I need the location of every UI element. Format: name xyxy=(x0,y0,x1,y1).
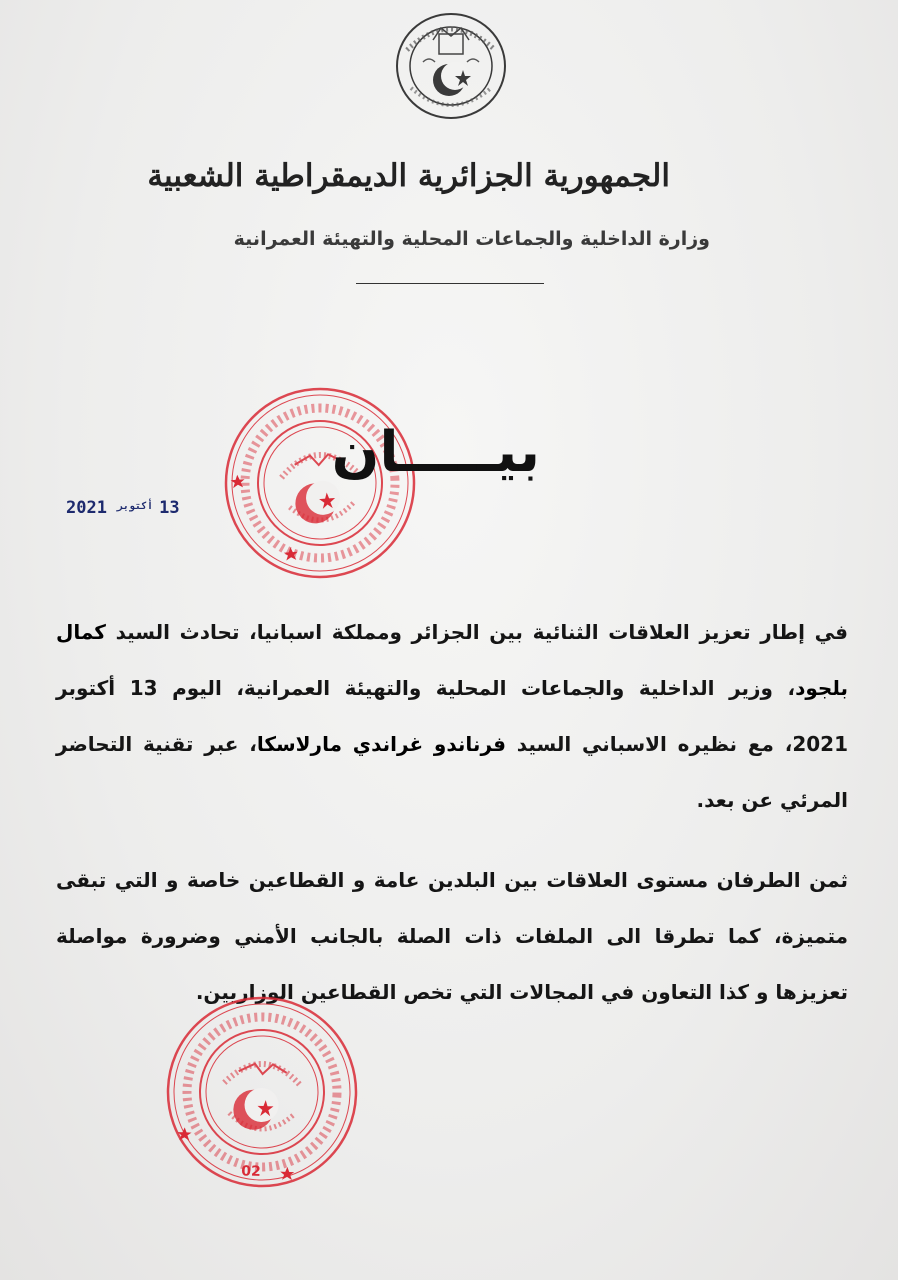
statement-title: بيـــــان xyxy=(331,420,540,485)
paragraph-1-mid: ، وزير الداخلية والجماعات المحلية والتهيئة العمرانية، اليوم 13 أكتوبر 2021، مع نظيره الاسباني السيد xyxy=(56,676,848,756)
date-stamp xyxy=(66,498,180,518)
algeria-national-emblem-icon xyxy=(393,10,509,122)
statement-body xyxy=(56,604,848,1020)
paragraph-1-intro: في إطار تعزيز العلاقات الثنائية بين الجزائر ومملكة اسبانيا، تحادث السيد xyxy=(105,620,848,644)
counterpart-name: فرناندو غراندي مارلاسكا xyxy=(256,732,506,756)
date-year: 2021 xyxy=(66,498,107,518)
stamp-number: 02 xyxy=(240,1163,261,1180)
header-divider xyxy=(356,283,544,284)
paragraph-1 xyxy=(56,604,848,828)
date-day: 13 xyxy=(159,498,180,518)
ministry-seal-stamp-icon-bottom xyxy=(161,991,364,1194)
republic-heading: الجمهورية الجزائرية الديمقراطية الشعبية xyxy=(147,158,670,194)
date-month: أكتوبر xyxy=(116,501,154,512)
paragraph-2: ثمن الطرفان مستوى العلاقات بين البلدين عامة و القطاعين خاصة و التي تبقى متميزة، كما تطرقا الى الملفات ذات الصلة بالجانب الأمني وضرورة مواصلة تعزيزها و كذا التعاون في المجالات التي تخص القطاعين الوزاريين. xyxy=(56,868,848,1004)
paragraph-1-end: ، عبر تقنية التحاضر المرئي عن بعد. xyxy=(56,732,848,812)
minister-name: كمال بلجود xyxy=(56,620,848,700)
ministry-heading: وزارة الداخلية والجماعات المحلية والتهيئة العمرانية xyxy=(233,228,710,250)
